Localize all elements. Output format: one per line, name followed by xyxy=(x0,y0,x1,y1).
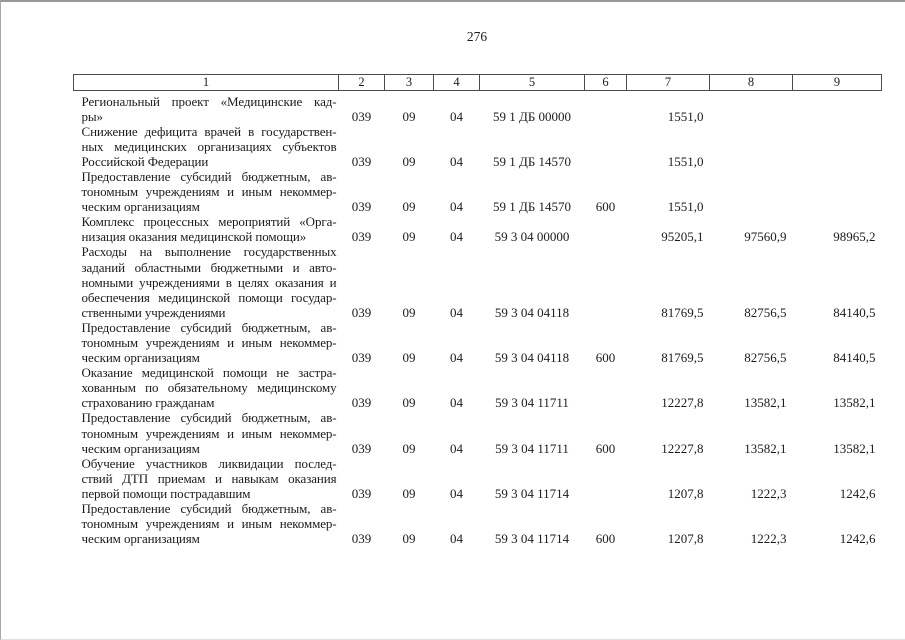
row-title xyxy=(74,501,339,546)
row-title xyxy=(74,214,339,244)
cell-c7: 81769,5 xyxy=(661,304,704,320)
row-title-line: ческим организациям xyxy=(81,440,200,456)
cell-c7: 1551,0 xyxy=(667,199,704,215)
cell-c5: 59 3 04 11714 xyxy=(494,485,570,501)
row-title-line: хованным по обязательному медицинскому xyxy=(81,380,337,396)
row-title-line: Предоставление субсидий бюджетным, ав- xyxy=(81,168,337,184)
cell-c2: 039 xyxy=(351,350,372,366)
row-title-line: Расходы на выполнение государственных xyxy=(81,244,337,260)
cell-c8: 13582,1 xyxy=(744,440,787,456)
row-title xyxy=(74,124,339,169)
cell-c6 xyxy=(585,244,627,319)
row-title-line: Предоставление субсидий бюджетным, ав- xyxy=(81,319,337,335)
row-title-line: ческим организациям xyxy=(81,350,200,366)
cell-c6 xyxy=(585,214,627,244)
row-title xyxy=(74,410,339,455)
table-body xyxy=(74,91,882,547)
cell-c4: 04 xyxy=(450,350,463,366)
cell-c6 xyxy=(585,456,627,501)
header-col-9: 9 xyxy=(793,75,882,91)
cell-c8 xyxy=(710,124,793,169)
cell-c5: 59 3 04 11714 xyxy=(494,531,570,547)
cell-c3: 09 xyxy=(402,304,416,320)
cell-c4: 04 xyxy=(450,485,463,501)
cell-c8 xyxy=(710,91,793,124)
cell-c7: 95205,1 xyxy=(661,229,704,245)
cell-c5: 59 3 04 11711 xyxy=(495,395,569,411)
row-title-line: Российской Федерации xyxy=(81,153,209,169)
cell-c4: 04 xyxy=(450,395,463,411)
row-title-line: первой помощи пострадавшим xyxy=(81,485,251,501)
cell-c3: 09 xyxy=(402,229,416,245)
row-title-line: ных медицинских организациях субъектов xyxy=(81,138,337,154)
cell-c9: 1242,6 xyxy=(839,485,876,501)
cell-c5: 59 3 04 00000 xyxy=(494,229,570,245)
table-row xyxy=(74,214,882,244)
cell-c7: 12227,8 xyxy=(661,440,704,456)
cell-c9 xyxy=(793,124,882,169)
cell-c5: 59 1 ДБ 00000 xyxy=(492,108,572,124)
cell-c9: 84140,5 xyxy=(833,304,876,320)
cell-c6 xyxy=(585,91,627,124)
row-title-line: тономным учреждениям и иным некоммер- xyxy=(81,425,337,441)
cell-c8: 1222,3 xyxy=(750,531,787,547)
row-title xyxy=(74,169,339,214)
row-title-line: ственными учреждениями xyxy=(81,304,226,320)
budget-table xyxy=(73,74,882,546)
cell-c6: 600 xyxy=(595,440,616,456)
cell-c3: 09 xyxy=(402,440,416,456)
cell-c2: 039 xyxy=(351,440,372,456)
cell-c3: 09 xyxy=(402,531,416,547)
row-title-line: ческим организациям xyxy=(81,531,200,547)
cell-c5: 59 3 04 11711 xyxy=(495,440,569,456)
table-row xyxy=(74,410,882,455)
row-title-line: тономным учреждениям и иным некоммер- xyxy=(81,516,337,532)
cell-c4: 04 xyxy=(450,440,463,456)
cell-c5: 59 1 ДБ 14570 xyxy=(492,153,572,169)
row-title-line: Оказание медицинской помощи не застра- xyxy=(81,365,337,381)
cell-c2: 039 xyxy=(351,395,372,411)
table-header xyxy=(74,75,882,91)
cell-c7: 1551,0 xyxy=(667,108,704,124)
cell-c2: 039 xyxy=(351,531,372,547)
cell-c3: 09 xyxy=(402,108,416,124)
cell-c5: 59 3 04 04118 xyxy=(494,350,570,366)
cell-c9: 98965,2 xyxy=(833,229,876,245)
cell-c6: 600 xyxy=(595,531,616,547)
table-header-row xyxy=(74,75,882,91)
cell-c6 xyxy=(585,365,627,410)
cell-c8: 13582,1 xyxy=(744,395,787,411)
row-title-line: Региональный проект «Медицинские кад- xyxy=(81,93,337,109)
header-col-4: 4 xyxy=(434,75,480,91)
cell-c2: 039 xyxy=(351,485,372,501)
row-title xyxy=(74,244,339,319)
header-col-3: 3 xyxy=(385,75,434,91)
table-row xyxy=(74,91,882,124)
table-row xyxy=(74,169,882,214)
row-title-line: обеспечения медицинской помощи государ- xyxy=(81,289,337,305)
header-col-5: 5 xyxy=(480,75,585,91)
cell-c5: 59 3 04 04118 xyxy=(494,304,570,320)
row-title-line: Предоставление субсидий бюджетным, ав- xyxy=(81,410,337,426)
row-title-line: заданий областными бюджетными и авто- xyxy=(81,259,337,275)
table-row xyxy=(74,320,882,365)
cell-c9: 1242,6 xyxy=(839,531,876,547)
cell-c8: 1222,3 xyxy=(750,485,787,501)
cell-c3: 09 xyxy=(402,350,416,366)
row-title-line: номными учреждениями в целях оказания и xyxy=(81,274,337,290)
cell-c9: 84140,5 xyxy=(833,350,876,366)
row-title-line: ры» xyxy=(81,108,103,124)
row-title-line: ствий ДТП приемам и навыкам оказания xyxy=(81,470,337,486)
cell-c4: 04 xyxy=(450,153,463,169)
cell-c9 xyxy=(793,169,882,214)
row-title-line: Обучение участников ликвидации послед- xyxy=(81,455,337,471)
cell-c8: 97560,9 xyxy=(744,229,787,245)
row-title-line: страхованию гражданам xyxy=(81,395,215,411)
cell-c7: 81769,5 xyxy=(661,350,704,366)
table-row xyxy=(74,365,882,410)
cell-c9: 13582,1 xyxy=(833,395,876,411)
row-title xyxy=(74,456,339,501)
header-col-8: 8 xyxy=(710,75,793,91)
cell-c2: 039 xyxy=(351,153,372,169)
cell-c9: 13582,1 xyxy=(833,440,876,456)
row-title-line: ческим организациям xyxy=(81,199,200,215)
header-col-1: 1 xyxy=(74,75,339,91)
cell-c6: 600 xyxy=(595,350,616,366)
cell-c2: 039 xyxy=(351,108,372,124)
cell-c4: 04 xyxy=(450,229,463,245)
header-col-7: 7 xyxy=(627,75,710,91)
cell-c2: 039 xyxy=(351,199,372,215)
row-title-line: тономным учреждениям и иным некоммер- xyxy=(81,184,337,200)
cell-c6: 600 xyxy=(595,199,616,215)
table-row xyxy=(74,244,882,319)
cell-c4: 04 xyxy=(450,304,463,320)
table-row xyxy=(74,501,882,546)
cell-c2: 039 xyxy=(351,304,372,320)
cell-c7: 1207,8 xyxy=(667,485,704,501)
table-row xyxy=(74,456,882,501)
header-col-2: 2 xyxy=(339,75,385,91)
cell-c8: 82756,5 xyxy=(744,304,787,320)
row-title xyxy=(74,365,339,410)
cell-c4: 04 xyxy=(450,199,463,215)
cell-c8 xyxy=(710,169,793,214)
cell-c9 xyxy=(793,91,882,124)
row-title-line: низация оказания медицинской помощи» xyxy=(81,229,307,245)
row-title-line: тономным учреждениям и иным некоммер- xyxy=(81,335,337,350)
cell-c4: 04 xyxy=(450,531,463,547)
cell-c3: 09 xyxy=(402,395,416,411)
header-col-6: 6 xyxy=(585,75,627,91)
row-title xyxy=(74,91,339,124)
cell-c4: 04 xyxy=(450,108,463,124)
cell-c8: 82756,5 xyxy=(744,350,787,366)
cell-c7: 1207,8 xyxy=(667,531,704,547)
cell-c7: 12227,8 xyxy=(661,395,704,411)
cell-c7: 1551,0 xyxy=(667,153,704,169)
cell-c6 xyxy=(585,124,627,169)
row-title xyxy=(74,320,339,365)
table-row xyxy=(74,124,882,169)
cell-c5: 59 1 ДБ 14570 xyxy=(492,199,572,215)
page-number: 276 xyxy=(466,29,488,44)
row-title-line: Комплекс процессных мероприятий «Орга- xyxy=(81,214,337,230)
cell-c2: 039 xyxy=(351,229,372,245)
cell-c3: 09 xyxy=(402,485,416,501)
row-title-line: Предоставление субсидий бюджетным, ав- xyxy=(81,501,337,517)
row-title-line: Снижение дефицита врачей в государствен- xyxy=(81,123,337,139)
cell-c3: 09 xyxy=(402,153,416,169)
cell-c3: 09 xyxy=(402,199,416,215)
